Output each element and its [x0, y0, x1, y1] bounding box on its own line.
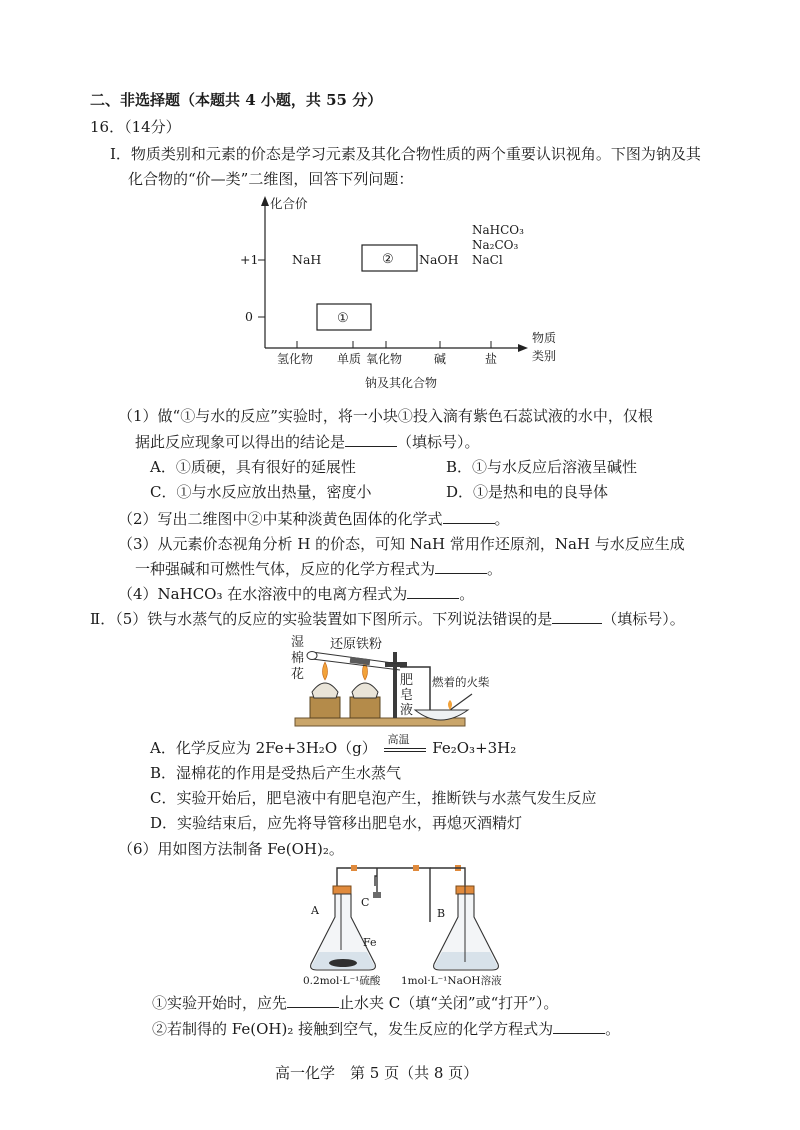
- alcohol-lamp-right: [352, 683, 378, 698]
- label-soap-1: 肥: [400, 673, 414, 688]
- label-wet-3: 花: [291, 667, 305, 682]
- answer-blank-4[interactable]: [407, 584, 459, 599]
- iron-steam-apparatus: [290, 632, 490, 732]
- x-tick-hydride: 氢化物: [277, 352, 314, 366]
- sub6-q1-text: ①实验开始时，应先: [152, 994, 288, 1012]
- sub3-line1: （3）从元素价态视角分析 H 的价态，可知 NaH 常用作还原剂，NaH 与水反应生成: [118, 535, 685, 553]
- x-tick-base: 碱: [434, 352, 447, 366]
- sub6-q2: [152, 1018, 620, 1040]
- sub3-line2: [135, 558, 502, 580]
- sub5-option-b: B．湿棉花的作用是受热后产生水蒸气: [150, 764, 402, 782]
- sub5-option-c: C．实验开始后，肥皂液中有肥皂泡产生，推断铁与水蒸气发生反应: [150, 789, 597, 807]
- part2-sub5: [90, 608, 685, 630]
- part2-sub5-suffix: （填标号）。: [602, 610, 685, 628]
- label-clamp-c: C: [361, 896, 370, 909]
- y-axis-label: 化合价: [270, 196, 308, 211]
- x-tick-salt: 盐: [485, 352, 498, 366]
- question-number: 16．（14分）: [90, 118, 181, 136]
- sub3-line2-text: 一种强碱和可燃性气体，反应的化学方程式为: [135, 560, 436, 578]
- sub1-line2: [135, 431, 480, 453]
- sub1-line2-suffix: （填标号）。: [397, 433, 480, 451]
- label-flask-a: A: [311, 904, 319, 917]
- stopper-a: [333, 886, 351, 894]
- sub5-option-a-post: Fe₂O₃+3H₂: [432, 739, 517, 757]
- label-sulfuric-acid: 0.2mol·L⁻¹硫酸: [303, 975, 381, 987]
- wet-cotton: [307, 652, 317, 660]
- answer-blank-5[interactable]: [552, 609, 602, 624]
- sub6-q1-suffix: 止水夹 C（填“关闭”或“打开”）。: [339, 994, 559, 1012]
- nah-label: NaH: [292, 252, 322, 267]
- part1-intro-line1: Ⅰ．物质类别和元素的价态是学习元素及其化合物性质的两个重要认识视角。下图为钠及其: [110, 145, 701, 163]
- sub5-option-a-pre: A．化学反应为 2Fe+3H₂O（g）: [150, 739, 377, 757]
- sub2-text: （2）写出二维图中②中某种淡黄色固体的化学式: [118, 510, 443, 528]
- label-naoh-solution: 1mol·L⁻¹NaOH溶液: [401, 975, 502, 987]
- salt-na2co3: Na₂CO₃: [472, 238, 519, 252]
- sub1-option-c: C．①与水反应放出热量，密度小: [150, 483, 372, 501]
- sub4-text: （4）NaHCO₃ 在水溶液中的电离方程式为: [118, 585, 408, 603]
- page-footer: 高一化学 第 5 页（共 8 页）: [275, 1064, 479, 1082]
- answer-blank-7[interactable]: [553, 1019, 605, 1034]
- sub6-q2-text: ②若制得的 Fe(OH)₂ 接触到空气，发生反应的化学方程式为: [152, 1020, 554, 1038]
- label-fe: Fe: [363, 936, 377, 949]
- sub2-suffix: 。: [494, 510, 510, 528]
- part2-sub5-text: Ⅱ．（5）铁与水蒸气的反应的实验装置如下图所示。下列说法错误的是: [90, 610, 553, 628]
- feoh2-apparatus: [295, 862, 535, 990]
- sub3-line2-suffix: 。: [487, 560, 503, 578]
- high-temp-label: 高温: [387, 733, 410, 746]
- alcohol-lamp-left: [312, 683, 338, 698]
- label-wet-1: 湿: [291, 635, 305, 650]
- iron-pieces: [329, 959, 357, 967]
- burning-match: [450, 694, 472, 710]
- sub6-heading: （6）用如图方法制备 Fe(OH)₂。: [118, 840, 344, 858]
- sub1-line2-text: 据此反应现象可以得出的结论是: [135, 433, 346, 451]
- label-wet-2: 棉: [291, 651, 305, 666]
- lamp-box-left: [310, 697, 340, 718]
- high-temp-condition: [384, 733, 426, 759]
- y-tick-0: 0: [245, 309, 253, 324]
- label-soap-2: 皂: [400, 688, 414, 703]
- label-soap-3: 液: [400, 703, 414, 718]
- sub5-option-a: [150, 733, 517, 759]
- answer-blank-1[interactable]: [345, 432, 397, 447]
- x-tick-element: 单质: [337, 352, 362, 366]
- sub2: [118, 508, 510, 530]
- x-tick-oxide: 氧化物: [366, 352, 403, 366]
- answer-blank-6[interactable]: [287, 993, 339, 1008]
- naoh-label: NaOH: [419, 252, 459, 267]
- box-2-label: ②: [382, 252, 394, 267]
- label-match: 燃着的火柴: [432, 675, 490, 689]
- clamp-c: [373, 892, 381, 898]
- sub1-line1: （1）做“①与水的反应”实验时，将一小块①投入滴有紫色石蕊试液的水中，仅根: [118, 407, 653, 425]
- salt-nahco3: NaHCO₃: [472, 223, 524, 237]
- salt-nacl: NaCl: [472, 253, 503, 267]
- sub4-suffix: 。: [459, 585, 475, 603]
- sub5-option-d: D．实验结束后，应先将导管移出肥皂水，再熄灭酒精灯: [150, 814, 523, 832]
- sub6-q1: [152, 992, 558, 1014]
- tube-joint: [413, 865, 419, 871]
- sub1-option-d: D．①是热和电的良导体: [446, 483, 609, 501]
- flame-left: [323, 662, 328, 680]
- y-tick-plus1: +1: [240, 252, 259, 267]
- sub1-option-a: A．①质硬，具有很好的延展性: [150, 458, 356, 476]
- x-axis-label-line2: 类别: [532, 349, 557, 363]
- answer-blank-3[interactable]: [435, 559, 487, 574]
- sub4: [118, 583, 474, 605]
- label-iron-powder: 还原铁粉: [330, 637, 383, 652]
- sub6-q2-suffix: 。: [605, 1020, 621, 1038]
- label-flask-b: B: [437, 907, 446, 920]
- iron-stand: [393, 652, 397, 718]
- answer-blank-2[interactable]: [443, 509, 495, 524]
- valence-class-diagram: [220, 190, 600, 395]
- lamp-box-right: [350, 697, 380, 718]
- box-1-label: ①: [337, 311, 349, 326]
- x-axis-label-line1: 物质: [532, 331, 557, 345]
- sub1-option-b: B．①与水反应后溶液呈碱性: [446, 458, 638, 476]
- section-title: 二、非选择题（本题共 4 小题，共 55 分）: [90, 91, 383, 109]
- diagram-caption: 钠及其化合物: [365, 376, 438, 390]
- condition-line-bottom: [384, 751, 426, 752]
- part1-intro-line2: 化合物的“价—类”二维图，回答下列问题：: [128, 170, 414, 188]
- condition-line-top: [384, 748, 426, 749]
